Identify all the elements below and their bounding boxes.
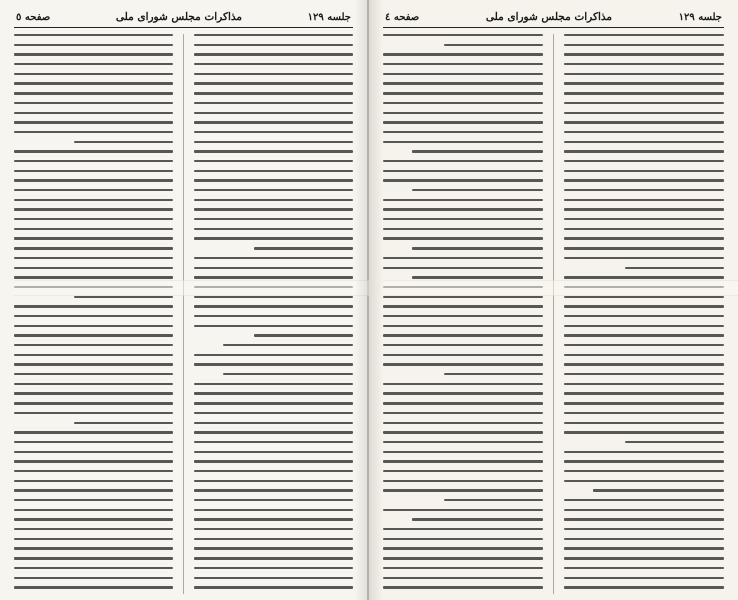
text-line bbox=[564, 344, 724, 346]
text-line bbox=[74, 141, 173, 143]
text-line bbox=[383, 567, 543, 569]
text-line bbox=[412, 276, 543, 278]
text-line bbox=[14, 325, 173, 327]
text-line bbox=[564, 383, 724, 385]
text-line bbox=[194, 170, 353, 172]
text-line bbox=[383, 112, 543, 114]
page-title: مذاکرات مجلس شورای ملی bbox=[485, 11, 613, 23]
text-line bbox=[14, 470, 173, 472]
text-line bbox=[383, 470, 543, 472]
text-line bbox=[564, 499, 724, 501]
text-line bbox=[564, 44, 724, 46]
text-line bbox=[383, 102, 543, 104]
column-left bbox=[383, 34, 543, 594]
text-line bbox=[564, 538, 724, 540]
text-line bbox=[194, 528, 353, 530]
text-line bbox=[564, 509, 724, 511]
text-line bbox=[194, 228, 353, 230]
text-line bbox=[564, 150, 724, 152]
text-line bbox=[194, 538, 353, 540]
text-line bbox=[383, 199, 543, 201]
text-line bbox=[564, 577, 724, 579]
text-line bbox=[14, 34, 173, 36]
text-line bbox=[14, 189, 173, 191]
text-line bbox=[383, 363, 543, 365]
text-line bbox=[564, 325, 724, 327]
text-line bbox=[194, 131, 353, 133]
text-line bbox=[383, 34, 543, 36]
text-line bbox=[194, 267, 353, 269]
column-right bbox=[194, 34, 353, 594]
text-line bbox=[564, 141, 724, 143]
text-line bbox=[14, 373, 173, 375]
text-line bbox=[14, 131, 173, 133]
text-columns bbox=[383, 34, 724, 594]
text-line bbox=[383, 179, 543, 181]
text-line bbox=[14, 160, 173, 162]
text-line bbox=[14, 237, 173, 239]
text-line bbox=[14, 305, 173, 307]
text-line bbox=[194, 141, 353, 143]
text-line bbox=[564, 547, 724, 549]
page-number: صفحه ٥ bbox=[16, 11, 51, 23]
text-line bbox=[383, 63, 543, 65]
text-line bbox=[383, 460, 543, 462]
text-line bbox=[564, 170, 724, 172]
text-line bbox=[593, 489, 724, 491]
text-line bbox=[14, 257, 173, 259]
text-line bbox=[625, 441, 724, 443]
text-line bbox=[383, 257, 543, 259]
text-line bbox=[564, 53, 724, 55]
text-line bbox=[564, 92, 724, 94]
text-line bbox=[194, 53, 353, 55]
text-line bbox=[383, 228, 543, 230]
text-line bbox=[383, 208, 543, 210]
text-line bbox=[564, 63, 724, 65]
text-line bbox=[194, 402, 353, 404]
page-header-left bbox=[14, 8, 353, 28]
text-line bbox=[194, 199, 353, 201]
text-line bbox=[194, 305, 353, 307]
text-line bbox=[564, 518, 724, 520]
text-line bbox=[194, 451, 353, 453]
text-line bbox=[383, 431, 543, 433]
text-line bbox=[194, 392, 353, 394]
text-line bbox=[14, 489, 173, 491]
text-line bbox=[14, 451, 173, 453]
text-line bbox=[412, 150, 543, 152]
text-line bbox=[564, 305, 724, 307]
text-line bbox=[14, 509, 173, 511]
text-line bbox=[194, 499, 353, 501]
text-line bbox=[194, 431, 353, 433]
text-line bbox=[383, 53, 543, 55]
column-left bbox=[14, 34, 173, 594]
text-line bbox=[194, 412, 353, 414]
text-line bbox=[564, 160, 724, 162]
text-line bbox=[14, 179, 173, 181]
text-line bbox=[383, 557, 543, 559]
text-line bbox=[383, 402, 543, 404]
text-line bbox=[412, 247, 543, 249]
text-line bbox=[14, 354, 173, 356]
text-line bbox=[383, 218, 543, 220]
text-line bbox=[14, 199, 173, 201]
text-line bbox=[14, 383, 173, 385]
text-line bbox=[564, 257, 724, 259]
text-line bbox=[194, 586, 353, 588]
text-line bbox=[383, 160, 543, 162]
text-line bbox=[14, 586, 173, 588]
text-line bbox=[14, 218, 173, 220]
text-line bbox=[14, 247, 173, 249]
text-line bbox=[14, 363, 173, 365]
text-line bbox=[14, 557, 173, 559]
text-line bbox=[14, 228, 173, 230]
text-line bbox=[194, 577, 353, 579]
text-line bbox=[444, 373, 543, 375]
text-line bbox=[194, 363, 353, 365]
text-line bbox=[14, 567, 173, 569]
text-line bbox=[564, 451, 724, 453]
text-line bbox=[564, 557, 724, 559]
text-line bbox=[14, 412, 173, 414]
text-line bbox=[383, 586, 543, 588]
text-line bbox=[625, 267, 724, 269]
text-line bbox=[194, 315, 353, 317]
text-line bbox=[564, 237, 724, 239]
text-line bbox=[564, 199, 724, 201]
text-line bbox=[194, 518, 353, 520]
text-line bbox=[194, 208, 353, 210]
text-line bbox=[223, 344, 353, 346]
text-line bbox=[194, 441, 353, 443]
text-line bbox=[383, 451, 543, 453]
text-line bbox=[194, 63, 353, 65]
text-line bbox=[194, 73, 353, 75]
page-header-right bbox=[383, 8, 724, 28]
text-line bbox=[383, 538, 543, 540]
text-line bbox=[254, 247, 353, 249]
text-line bbox=[383, 480, 543, 482]
text-line bbox=[14, 208, 173, 210]
column-divider bbox=[183, 34, 184, 594]
text-line bbox=[383, 334, 543, 336]
text-line bbox=[14, 276, 173, 278]
text-line bbox=[564, 470, 724, 472]
text-line bbox=[383, 489, 543, 491]
page-session: جلسه ۱۲۹ bbox=[307, 11, 351, 23]
text-line bbox=[194, 325, 353, 327]
text-line bbox=[383, 131, 543, 133]
text-line bbox=[194, 470, 353, 472]
text-line bbox=[383, 354, 543, 356]
text-line bbox=[194, 547, 353, 549]
text-line bbox=[383, 305, 543, 307]
text-line bbox=[14, 44, 173, 46]
text-line bbox=[194, 44, 353, 46]
text-line bbox=[194, 189, 353, 191]
text-line bbox=[14, 344, 173, 346]
text-line bbox=[564, 412, 724, 414]
text-line bbox=[194, 557, 353, 559]
text-line bbox=[564, 112, 724, 114]
text-line bbox=[194, 383, 353, 385]
fold-crease bbox=[14, 280, 383, 296]
text-line bbox=[14, 82, 173, 84]
text-line bbox=[564, 392, 724, 394]
text-line bbox=[564, 586, 724, 588]
text-line bbox=[383, 577, 543, 579]
text-line bbox=[383, 412, 543, 414]
text-line bbox=[444, 44, 543, 46]
text-line bbox=[564, 402, 724, 404]
text-line bbox=[564, 208, 724, 210]
text-line bbox=[14, 518, 173, 520]
text-line bbox=[564, 480, 724, 482]
text-line bbox=[14, 334, 173, 336]
text-line bbox=[383, 325, 543, 327]
text-line bbox=[383, 73, 543, 75]
text-line bbox=[412, 518, 543, 520]
text-line bbox=[14, 431, 173, 433]
text-columns bbox=[14, 34, 353, 594]
text-line bbox=[14, 547, 173, 549]
text-line bbox=[564, 121, 724, 123]
text-line bbox=[14, 441, 173, 443]
text-line bbox=[194, 121, 353, 123]
text-line bbox=[194, 82, 353, 84]
text-line bbox=[564, 247, 724, 249]
text-line bbox=[564, 34, 724, 36]
text-line bbox=[223, 373, 353, 375]
text-line bbox=[14, 63, 173, 65]
text-line bbox=[383, 170, 543, 172]
text-line bbox=[444, 499, 543, 501]
fold-crease bbox=[383, 280, 738, 296]
text-line bbox=[564, 102, 724, 104]
text-line bbox=[14, 528, 173, 530]
text-line bbox=[14, 73, 173, 75]
text-line bbox=[194, 160, 353, 162]
text-line bbox=[194, 257, 353, 259]
text-line bbox=[383, 344, 543, 346]
page-number: صفحه ٤ bbox=[385, 11, 420, 23]
text-line bbox=[564, 315, 724, 317]
text-line bbox=[14, 92, 173, 94]
text-line bbox=[194, 422, 353, 424]
text-line bbox=[14, 538, 173, 540]
text-line bbox=[194, 102, 353, 104]
text-line bbox=[194, 150, 353, 152]
text-line bbox=[194, 354, 353, 356]
text-line bbox=[254, 334, 353, 336]
text-line bbox=[194, 460, 353, 462]
page-session: جلسه ۱۲۹ bbox=[678, 11, 722, 23]
text-line bbox=[383, 509, 543, 511]
text-line bbox=[564, 431, 724, 433]
text-line bbox=[14, 102, 173, 104]
text-line bbox=[194, 34, 353, 36]
text-line bbox=[14, 499, 173, 501]
text-line bbox=[383, 528, 543, 530]
text-line bbox=[564, 82, 724, 84]
page-title: مذاکرات مجلس شورای ملی bbox=[115, 11, 243, 23]
text-line bbox=[564, 189, 724, 191]
text-line bbox=[74, 422, 173, 424]
text-line bbox=[383, 547, 543, 549]
text-line bbox=[14, 402, 173, 404]
text-line bbox=[383, 383, 543, 385]
column-divider bbox=[553, 34, 554, 594]
text-line bbox=[564, 73, 724, 75]
text-line bbox=[14, 315, 173, 317]
text-line bbox=[564, 179, 724, 181]
text-line bbox=[564, 228, 724, 230]
text-line bbox=[194, 480, 353, 482]
text-line bbox=[412, 189, 543, 191]
column-right bbox=[564, 34, 724, 594]
text-line bbox=[383, 315, 543, 317]
text-line bbox=[564, 334, 724, 336]
text-line bbox=[383, 237, 543, 239]
text-line bbox=[14, 150, 173, 152]
page-right bbox=[369, 0, 738, 600]
text-line bbox=[194, 489, 353, 491]
text-line bbox=[383, 422, 543, 424]
text-line bbox=[14, 392, 173, 394]
text-line bbox=[14, 460, 173, 462]
text-line bbox=[564, 373, 724, 375]
text-line bbox=[383, 92, 543, 94]
text-line bbox=[564, 363, 724, 365]
text-line bbox=[564, 276, 724, 278]
text-line bbox=[564, 528, 724, 530]
text-line bbox=[14, 121, 173, 123]
text-line bbox=[194, 179, 353, 181]
text-line bbox=[564, 422, 724, 424]
text-line bbox=[564, 131, 724, 133]
text-line bbox=[194, 218, 353, 220]
text-line bbox=[14, 53, 173, 55]
text-line bbox=[383, 141, 543, 143]
text-line bbox=[14, 112, 173, 114]
text-line bbox=[194, 509, 353, 511]
text-line bbox=[194, 237, 353, 239]
text-line bbox=[14, 170, 173, 172]
text-line bbox=[194, 567, 353, 569]
text-line bbox=[194, 92, 353, 94]
text-line bbox=[383, 392, 543, 394]
text-line bbox=[564, 354, 724, 356]
text-line bbox=[194, 276, 353, 278]
text-line bbox=[383, 267, 543, 269]
text-line bbox=[564, 460, 724, 462]
text-line bbox=[564, 218, 724, 220]
text-line bbox=[194, 112, 353, 114]
text-line bbox=[14, 480, 173, 482]
text-line bbox=[383, 441, 543, 443]
text-line bbox=[14, 577, 173, 579]
text-line bbox=[383, 121, 543, 123]
text-line bbox=[383, 82, 543, 84]
text-line bbox=[564, 567, 724, 569]
text-line bbox=[14, 267, 173, 269]
